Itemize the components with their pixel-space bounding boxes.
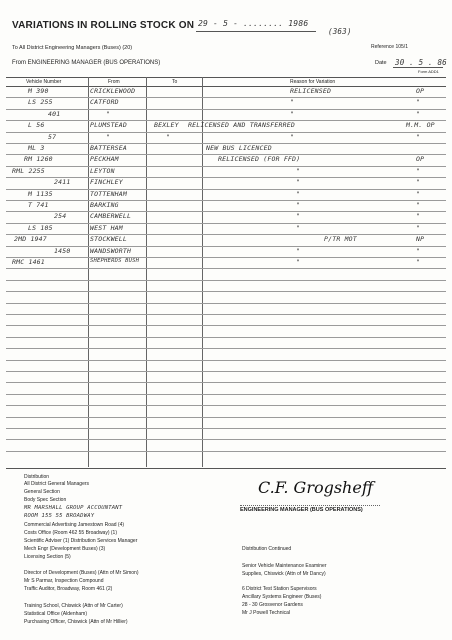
table-row: ML 3 BATTERSEA NEW BUS LICENCED bbox=[28, 144, 272, 152]
distribution-item: Scientific Adviser (1) Distribution Services Manager bbox=[24, 537, 138, 544]
table-row: 254 CAMBERWELL " " bbox=[54, 212, 421, 221]
distribution-continued-label: Distribution Continued bbox=[242, 546, 292, 552]
distribution-item: Director of Development (Buses) (Attn of Mr Simon) bbox=[24, 570, 139, 577]
distribution-continued-item: Ancillary Systems Engineer (Buses) bbox=[242, 594, 322, 601]
form-code: Form ADD1 bbox=[418, 69, 439, 74]
distribution-item: All District General Managers bbox=[24, 481, 90, 487]
table-row: RMC 1461 SHEPHERDS BUSH " " bbox=[12, 258, 421, 266]
table-row: 2411 FINCHLEY " " bbox=[54, 178, 421, 187]
form-title: VARIATIONS IN ROLLING STOCK ON bbox=[12, 20, 195, 31]
table-row: 1450 WANDSWORTH " " bbox=[54, 246, 421, 255]
table-rule-line bbox=[6, 325, 446, 326]
distribution-continued-item: 6 District Test Station Supervisors bbox=[242, 586, 317, 593]
table-rule-line bbox=[6, 405, 446, 406]
table-row: RM 1260 PECKHAM RELICENSED (FOR FFD) OP bbox=[24, 155, 425, 164]
table-rule-line bbox=[6, 428, 446, 429]
table-row: LS 255 CATFORD " " bbox=[28, 98, 421, 107]
column-header-from: From bbox=[108, 79, 120, 85]
distribution-item: Mr S Parmar, Inspection Compound bbox=[24, 578, 104, 585]
table-row: 2MD 1947 STOCKWELL P/TR MOT NP bbox=[14, 235, 425, 244]
column-header-reason: Reason for Variation bbox=[290, 79, 336, 85]
distribution-item: Training School, Chiswick (Attn of Mr Carter) bbox=[24, 602, 123, 609]
form-number-handwritten: (363) bbox=[328, 27, 352, 36]
table-rule-line bbox=[6, 348, 446, 349]
form-date-handwritten: 29 - 5 - ........ 1986 bbox=[198, 19, 309, 28]
distribution-item: Traffic Auditor, Broadway, Room 461 (2) bbox=[24, 586, 113, 593]
distribution-item: Licensing Section (5) bbox=[24, 553, 71, 560]
table-rule-line bbox=[6, 382, 446, 383]
distribution-item: Body Spec Section bbox=[24, 497, 67, 504]
table-rule-line bbox=[6, 314, 446, 315]
table-rule-line bbox=[6, 439, 446, 440]
table-row: M 390 CRICKLEWOOD RELICENSED OP bbox=[28, 87, 425, 95]
distribution-item: General Section bbox=[24, 489, 60, 496]
from-label: From ENGINEERING MANAGER (BUS OPERATIONS) bbox=[12, 60, 161, 66]
engineering-manager-label: ENGINEERING MANAGER (BUS OPERATIONS) bbox=[240, 507, 363, 513]
table-rule-line bbox=[6, 394, 446, 395]
table-row: 401 " " " bbox=[48, 109, 421, 118]
distribution-continued-item: 28 - 30 Grosvenor Gardens bbox=[242, 602, 303, 608]
table-row: T 741 BARKING " " bbox=[28, 201, 421, 209]
distribution-item: Commercial Advertising Jamestown Road (4) bbox=[24, 521, 125, 528]
table-row: 57 " " " " bbox=[48, 132, 421, 141]
table-rule-line bbox=[6, 417, 446, 418]
table-row: LS 105 WEST HAM " " bbox=[28, 223, 421, 232]
distribution-item: MR MARSHALL GROUP ACCOUNTANT bbox=[24, 505, 123, 512]
signature: C.F. Grogsheff bbox=[258, 478, 374, 497]
column-header-vehicle-number: Vehicle Number bbox=[26, 79, 62, 85]
table-rule-line bbox=[6, 303, 446, 304]
table-rule-line bbox=[6, 337, 446, 338]
table-rule-line bbox=[6, 291, 446, 292]
table-rule-line bbox=[6, 360, 446, 361]
distribution-continued-item: Senior Vehicle Maintenance Examiner bbox=[242, 563, 327, 569]
distribution-item: Statistical Office (Aldenham) bbox=[24, 610, 87, 617]
distribution-heading: Distribution bbox=[24, 474, 50, 480]
addressee: To All District Engineering Managers (Buses) (20) bbox=[12, 45, 133, 51]
date-label: Date bbox=[375, 60, 387, 66]
table-row: M 1135 TOTTENHAM " " bbox=[28, 189, 421, 198]
date-value-handwritten: 30 . 5 . 86 bbox=[395, 58, 447, 67]
column-header-to: To bbox=[172, 79, 178, 85]
reference-label: Reference 105/1 bbox=[371, 44, 408, 50]
table-row: L 56 PLUMSTEAD BEXLEY RELICENSED AND TRANSFERRED M.M. OP bbox=[28, 121, 435, 130]
table-rule-line bbox=[6, 451, 446, 452]
table-row: RML 2255 LEYTON " " bbox=[12, 166, 421, 175]
table-rule-line bbox=[6, 280, 446, 281]
distribution-continued-item: Mr J Powell Technical bbox=[242, 609, 290, 616]
table-rule-line bbox=[6, 268, 446, 269]
distribution-item: ROOM 155 55 BROADWAY bbox=[24, 513, 95, 520]
distribution-item: Mech Engr (Development Buses) (3) bbox=[24, 545, 106, 552]
distribution-item: Purchasing Officer, Chiswick (Attn of Mr Hillier) bbox=[24, 618, 128, 625]
table-rule-line bbox=[6, 371, 446, 372]
distribution-continued-item: Supplies, Chiswick (Attn of Mr Dancy) bbox=[242, 570, 326, 577]
distribution-item: Costs Office (Room 462 55 Broadway) (1) bbox=[24, 529, 118, 536]
